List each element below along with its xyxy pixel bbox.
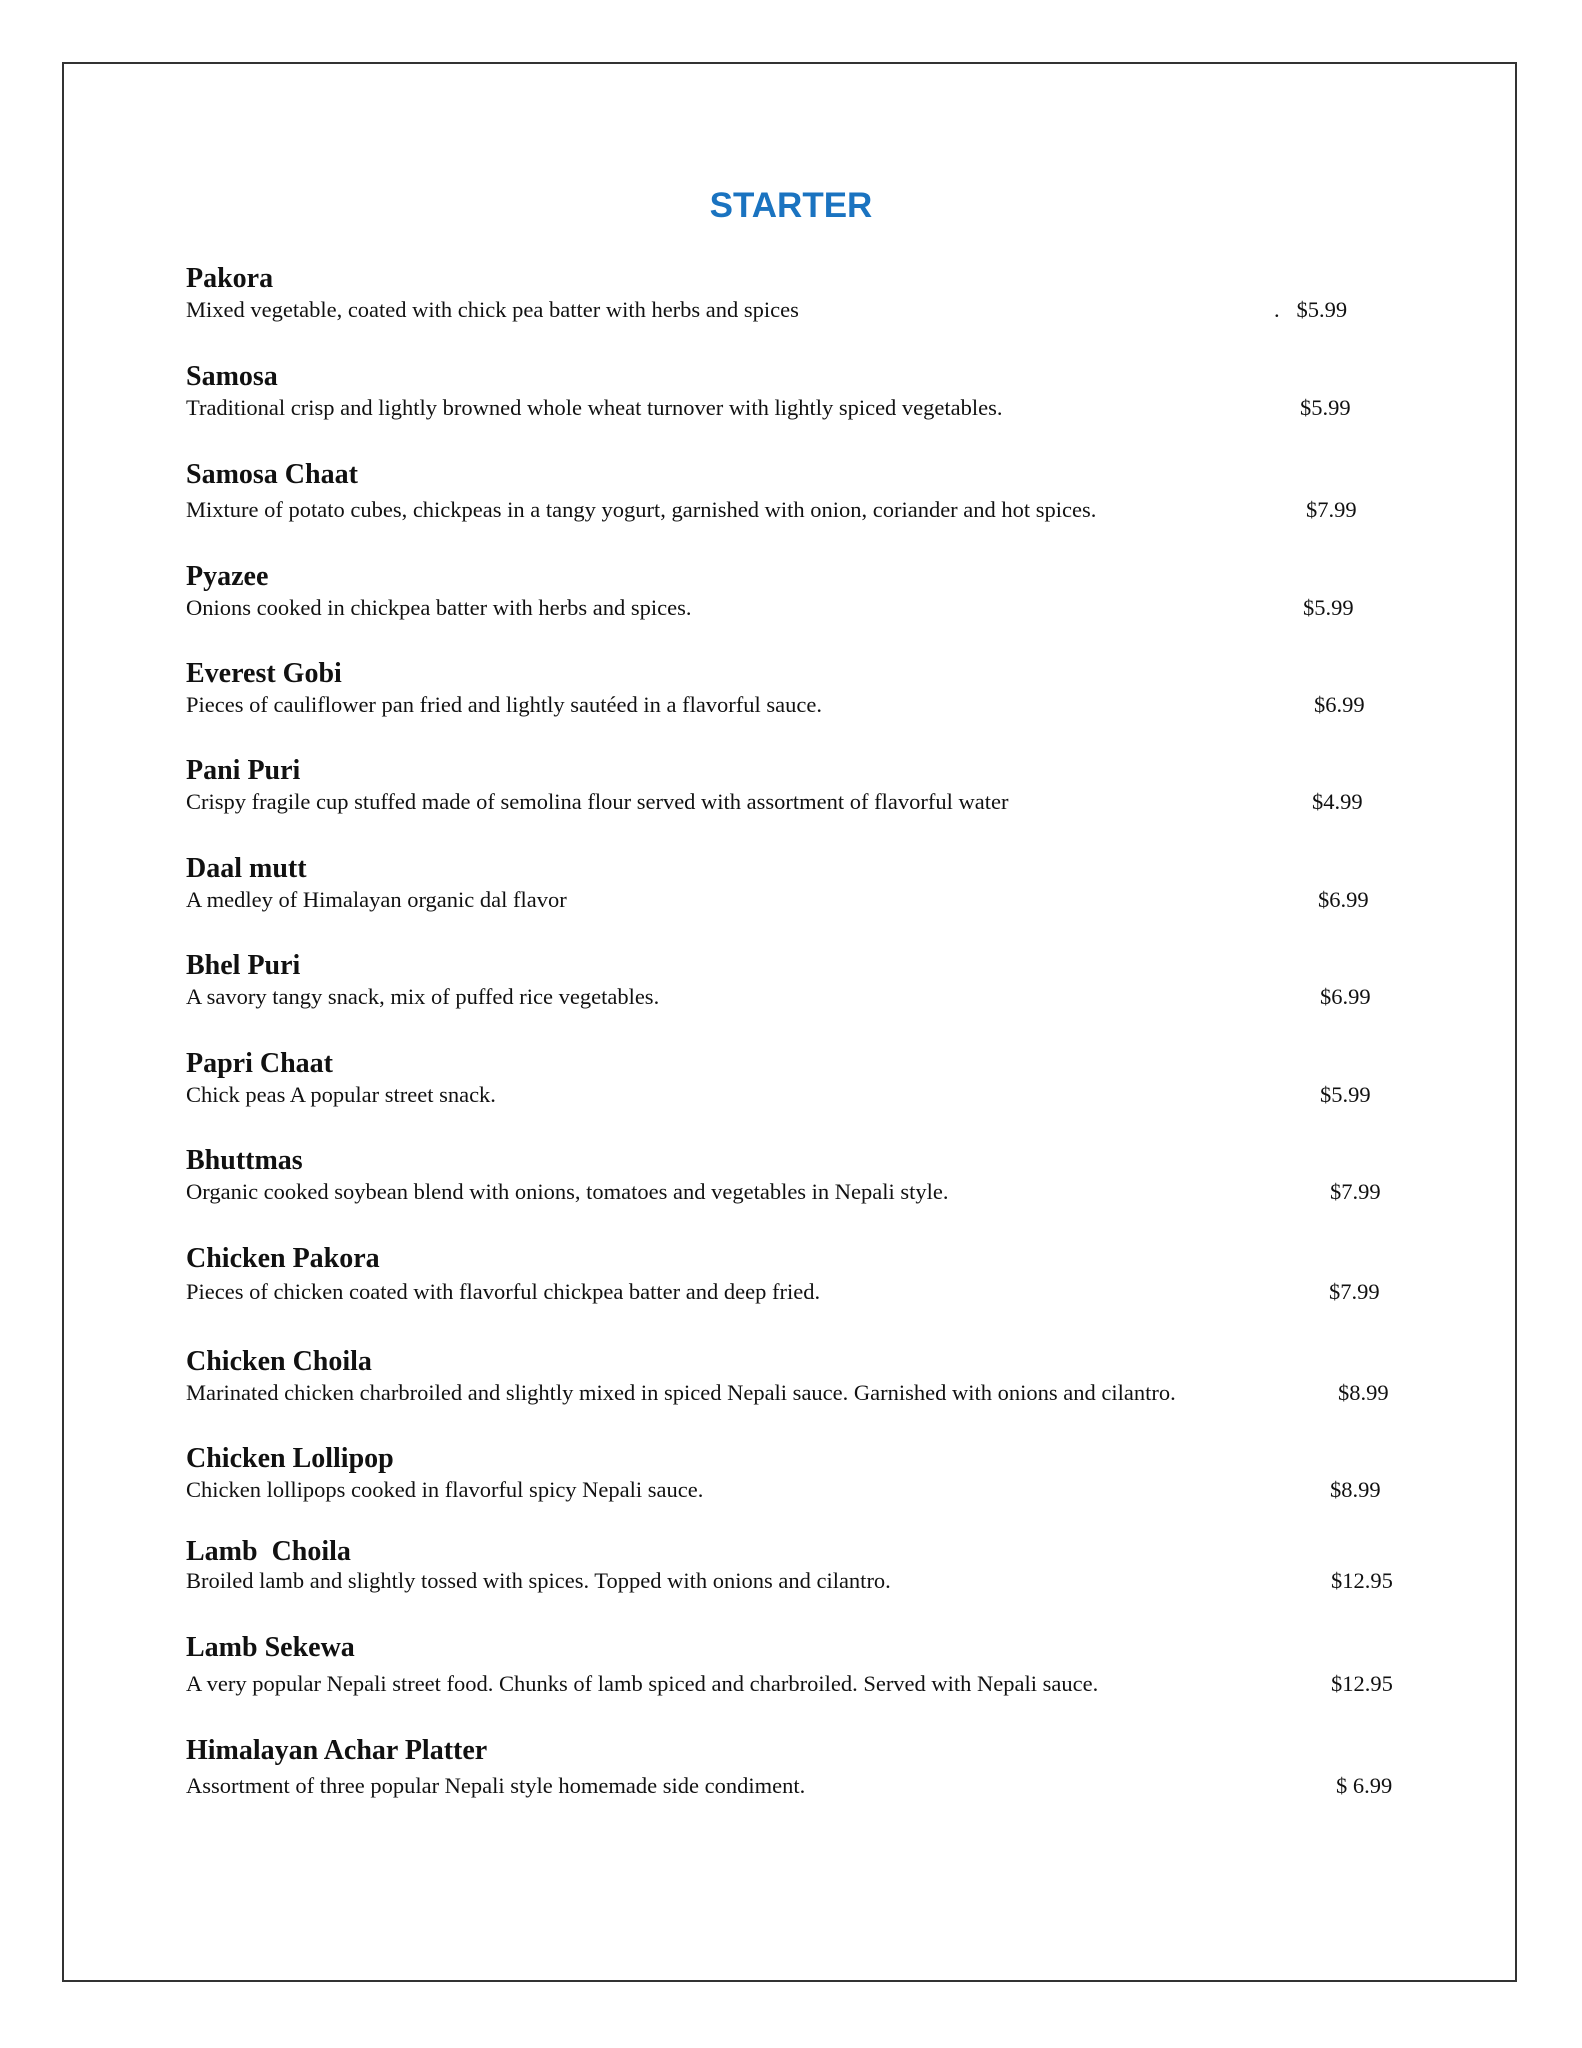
menu-item-price: $7.99 (1306, 497, 1357, 522)
menu-item-name: Samosa (186, 361, 278, 392)
menu-item-description: Crispy fragile cup stuffed made of semolina flour served with assortment of flavorful water (186, 789, 1009, 814)
menu-item-name: Chicken Pakora (186, 1243, 380, 1274)
menu-item-price: $6.99 (1320, 984, 1371, 1009)
menu-item-price: $6.99 (1314, 692, 1365, 717)
menu-item-price: $12.95 (1331, 1568, 1393, 1593)
menu-item (186, 754, 1406, 844)
menu-item-price: $12.95 (1331, 1671, 1393, 1696)
menu-item (186, 1242, 1406, 1332)
menu-item-name: Lamb Sekewa (186, 1632, 355, 1663)
menu-item (186, 852, 1406, 942)
menu-item-name: Chicken Choila (186, 1346, 372, 1377)
menu-item (186, 1734, 1406, 1824)
menu-item-price: $5.99 (1300, 395, 1351, 420)
menu-item (186, 458, 1406, 548)
menu-item-name: Pyazee (186, 561, 269, 592)
menu-item-description: Mixed vegetable, coated with chick pea batter with herbs and spices (186, 297, 799, 322)
menu-item-description: Broiled lamb and slightly tossed with spices. Topped with onions and cilantro. (186, 1568, 891, 1593)
menu-item (186, 1442, 1406, 1532)
menu-item-description: Assortment of three popular Nepali style homemade side condiment. (186, 1773, 806, 1798)
menu-item-name: Daal mutt (186, 853, 307, 884)
menu-item (186, 1631, 1406, 1721)
menu-item-name: Bhuttmas (186, 1145, 303, 1176)
menu-item-name: Papri Chaat (186, 1048, 333, 1079)
menu-item-description: Marinated chicken charbroiled and slightly mixed in spiced Nepali sauce. Garnished with onions and cilantro. (186, 1380, 1176, 1405)
menu-item-name: Chicken Lollipop (186, 1443, 394, 1474)
menu-item-name: Samosa Chaat (186, 459, 358, 490)
menu-item (186, 1047, 1406, 1137)
menu-item (186, 949, 1406, 1039)
menu-item-price: $8.99 (1338, 1380, 1389, 1405)
menu-item-price: $5.99 (1320, 1082, 1371, 1107)
menu-item-price: $7.99 (1330, 1179, 1381, 1204)
menu-item-name: Lamb Choila (186, 1536, 351, 1567)
menu-item-description: Pieces of chicken coated with flavorful chickpea batter and deep fried. (186, 1279, 821, 1304)
menu-item-description: Organic cooked soybean blend with onions, tomatoes and vegetables in Nepali style. (186, 1179, 949, 1204)
menu-item-price: $ 6.99 (1336, 1773, 1393, 1798)
menu-item-description: Mixture of potato cubes, chickpeas in a tangy yogurt, garnished with onion, coriander and hot spices. (186, 497, 1097, 522)
menu-item (186, 560, 1406, 650)
menu-item-description: Onions cooked in chickpea batter with herbs and spices. (186, 595, 692, 620)
menu-item-price: $5.99 (1303, 595, 1354, 620)
menu-item-name: Bhel Puri (186, 950, 301, 981)
menu-item-price: . $5.99 (1274, 297, 1348, 322)
menu-item-description: Chick peas A popular street snack. (186, 1082, 496, 1107)
menu-item-description: A very popular Nepali street food. Chunks of lamb spiced and charbroiled. Served with Nepali sauce. (186, 1671, 1099, 1696)
menu-item (186, 1345, 1406, 1435)
menu-item-description: A medley of Himalayan organic dal flavor (186, 887, 567, 912)
menu-item-description: Pieces of cauliflower pan fried and lightly sautéed in a flavorful sauce. (186, 692, 823, 717)
menu-item-description: Chicken lollipops cooked in flavorful spicy Nepali sauce. (186, 1477, 704, 1502)
menu-item-name: Himalayan Achar Platter (186, 1735, 488, 1766)
menu-item-description: Traditional crisp and lightly browned whole wheat turnover with lightly spiced vegetables. (186, 395, 1003, 420)
menu-item-price: $7.99 (1329, 1279, 1380, 1304)
menu-item-price: $4.99 (1312, 789, 1363, 814)
menu-item-price: $8.99 (1330, 1477, 1381, 1502)
menu-item (186, 1535, 1406, 1625)
menu-item (186, 1144, 1406, 1234)
menu-item (186, 657, 1406, 747)
menu-item-description: A savory tangy snack, mix of puffed rice vegetables. (186, 984, 660, 1009)
section-title: STARTER (709, 186, 873, 225)
menu-item (186, 360, 1406, 450)
menu-item-name: Pakora (186, 263, 274, 294)
menu-item-name: Everest Gobi (186, 658, 342, 689)
menu-item-price: $6.99 (1318, 887, 1369, 912)
menu-item-name: Pani Puri (186, 755, 301, 786)
menu-item (186, 262, 1406, 352)
